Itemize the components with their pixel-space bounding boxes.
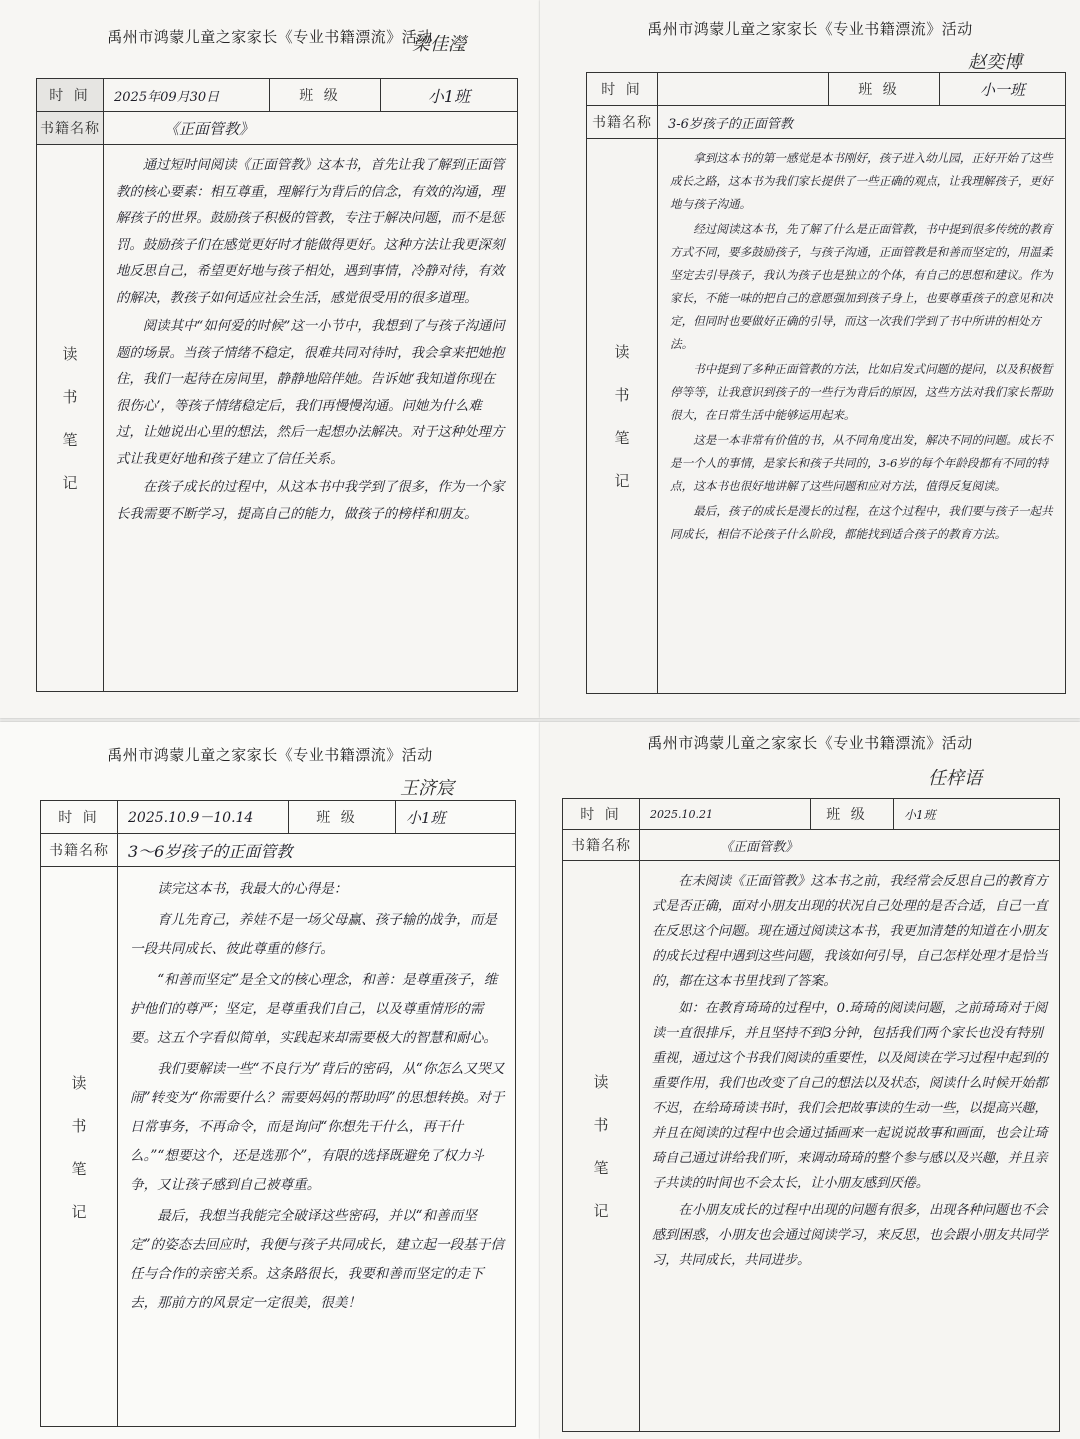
notes-body: [118, 867, 515, 1426]
date-cell: [104, 79, 270, 111]
book-value: 《正面管教》: [720, 839, 799, 855]
sheet-1: [0, 0, 540, 718]
time-label: 时 间: [58, 810, 100, 826]
sheet-title: 禹州市鸿蒙儿童之家家长《专业书籍漂流》活动: [107, 28, 433, 46]
notes-paragraph: 经过阅读这本书，先了解了什么是正面管教，书中提到很多传统的教育方式不同，要多鼓励孩子，与孩子沟通，正面管教是和善而坚定的，用温柔坚定去引导孩子，我认为孩子也是独立的个体，有自己的思想和建议。作为家长，不能一味的把自己的意愿强加到孩子身上，也要尊重孩子的意见和决定，但同时也要做好正确的引导，而这一次我们学到了书中所讲的相处方法。: [670, 222, 1053, 351]
notes-char: 读: [614, 343, 630, 361]
notes-char: 书: [71, 1116, 87, 1135]
time-label: 时 间: [49, 88, 91, 104]
time-label-cell: [563, 799, 640, 829]
signer-name: 梁佳瀅: [412, 34, 466, 55]
notes-paragraph: 最后，孩子的成长是漫长的过程，在这个过程中，我们要与孩子一起共同成长，相信不论孩子什么阶段，都能找到适合孩子的教育方法。: [670, 504, 1053, 541]
book-label-cell: [37, 112, 104, 144]
notes-paragraph: 在孩子成长的过程中，从这本书中我学到了很多，作为一个家长我需要不断学习，提高自己的能力，做孩子的榜样和朋友。: [116, 480, 505, 522]
sheet-title: 禹州市鸿蒙儿童之家家长《专业书籍漂流》活动: [647, 20, 973, 38]
book-row: [41, 834, 515, 867]
record-table: [40, 800, 516, 1427]
date-cell: [658, 73, 829, 105]
book-label: 书籍名称: [40, 121, 100, 137]
sheet-2: [540, 0, 1080, 718]
notes-paragraph: 育儿先育己，养娃不是一场父母赢、孩子输的战争，而是一段共同成长、彼此尊重的修行。: [130, 912, 498, 957]
book-value: 3-6岁孩子的正面管教: [668, 116, 793, 132]
book-label: 书籍名称: [592, 115, 652, 131]
notes-char: 读: [593, 1073, 609, 1091]
notes-row: [587, 139, 1065, 693]
notes-row: [563, 861, 1059, 1431]
class-label-cell: [819, 73, 940, 105]
notes-paragraph: 书中提到了多种正面管教的方法，比如启发式问题的提问，以及积极暂停等等，让我意识到孩子的一些行为背后的原因，这些方法对我们家长帮助很大，在日常生活中能够运用起来。: [670, 362, 1053, 422]
book-label: 书籍名称: [571, 838, 631, 854]
notes-char: 读: [71, 1073, 87, 1092]
notes-paragraph: 通过短时间阅读《正面管教》这本书，首先让我了解到正面管教的核心要素：相互尊重，理解行为背后的信念，有效的沟通，理解孩子的世界。鼓励孩子积极的管教，专注于解决问题，而不是惩罚。鼓励孩子们在感觉更好时才能做得更好。这种方法让我更深刻地反思自己，希望更好地与孩子相处，遇到事情，冷静对待，有效的解决，教孩子如何适应社会生活，感觉很受用的很多道理。: [116, 158, 505, 306]
signer-name: 任梓语: [928, 768, 982, 789]
book-label-cell: [587, 106, 658, 138]
notes-paragraph: “和善而坚定”是全文的核心理念，和善：是尊重孩子，维护他们的尊严；坚定，是尊重我们自己，以及尊重情形的需要。这五个字看似简单，实践起来却需要极大的智慧和耐心。: [130, 972, 498, 1046]
notes-paragraph: 拿到这本书的第一感觉是本书刚好，孩子进入幼儿园，正好开始了这些成长之路，这本书为我们家长提供了一些正确的观点，让我理解孩子，更好地与孩子沟通。: [670, 151, 1053, 211]
book-row: [563, 830, 1059, 861]
sheet-title: 禹州市鸿蒙儿童之家家长《专业书籍漂流》活动: [107, 746, 433, 764]
notes-paragraph: 在小朋友成长的过程中出现的问题有很多，出现各种问题也不会感到困惑，小朋友也会通过阅读学习，来反思，也会跟小朋友共同学习，共同成长，共同进步。: [652, 1203, 1048, 1268]
class-cell: [894, 799, 1069, 829]
record-table: [586, 72, 1066, 694]
book-cell: [658, 106, 1065, 138]
notes-label-column: [563, 861, 640, 1431]
time-label: 时 间: [601, 82, 643, 98]
notes-char: 记: [62, 474, 78, 492]
notes-char: 书: [593, 1116, 609, 1134]
book-label-cell: [563, 830, 640, 860]
sheet-3: [0, 722, 540, 1439]
notes-body: [640, 861, 1059, 1431]
class-value: 小1班: [904, 807, 936, 822]
book-cell: [118, 834, 515, 866]
notes-row: [41, 867, 515, 1426]
notes-char: 笔: [614, 429, 630, 447]
notes-paragraph: 我们要解读一些“不良行为”背后的密码，从“你怎么又哭又闹”转变为“你需要什么？需要妈妈的帮助吗”的思想转换。对于日常事务，不再命令，而是询问“你想先干什么，再干什么。”“想要这个，还是选那个”，有限的选择既避免了权力斗争，又让孩子感到自己被尊重。: [130, 1061, 505, 1193]
class-label: 班 级: [316, 810, 358, 826]
notes-paragraph: 如：在教育琦琦的过程中，0.琦琦的阅读问题，之前琦琦对于阅读一直很排斥，并且坚持不到3分钟，包括我们两个家长也没有特别重视，通过这个书我们阅读的重要性，以及阅读在学习过程中起到的重要作用，我们也改变了自己的想法以及状态，阅读什么时候开始都不迟，在给琦琦读书时，我们会把故事读的生动一些，以提高兴趣，并且在阅读的过程中也会通过插画来一起说说故事和画面，也会让琦琦自己通过讲给我们听，来调动琦琦的整个参与感以及兴趣，并且亲子共读的时间也不会太长，让小朋友感到厌倦。: [652, 1001, 1048, 1191]
signer-name: 王济宸: [400, 778, 454, 799]
time-label-cell: [37, 79, 104, 111]
date-cell: [118, 801, 289, 833]
class-cell: [381, 79, 517, 111]
class-value: 小1班: [427, 86, 471, 106]
book-cell: [104, 112, 517, 144]
notes-char: 书: [62, 388, 78, 406]
notes-char: 记: [593, 1202, 609, 1220]
sheet-4: [540, 722, 1080, 1439]
class-label: 班 级: [299, 88, 341, 104]
class-cell: [396, 801, 525, 833]
notes-char: 笔: [62, 431, 78, 449]
notes-paragraph: 阅读其中“如何爱的时候”这一小节中，我想到了与孩子沟通问题的场景。当孩子情绪不稳定，很难共同对待时，我会拿来把她抱住，我们一起待在房间里，静静地陪伴她。告诉她‘我知道你现在很伤心’，等孩子情绪稳定后，我们再慢慢沟通。问她为什么难过，让她说出心里的想法，然后一起想办法解决。对于这种处理方式让我更好地和孩子建立了信任关系。: [116, 319, 505, 467]
time-row: [563, 799, 1059, 830]
notes-label-column: [41, 867, 118, 1426]
time-label: 时 间: [580, 807, 622, 823]
date-cell: [640, 799, 811, 829]
class-label-cell: [279, 801, 396, 833]
date-value: 2025.10.21: [650, 807, 713, 821]
notes-body: [104, 145, 517, 691]
notes-label-column: [587, 139, 658, 693]
class-label-cell: [801, 799, 894, 829]
record-table: [562, 798, 1060, 1432]
time-row: [587, 73, 1065, 106]
notes-char: 记: [614, 472, 630, 490]
book-value: 3～6岁孩子的正面管教: [128, 841, 293, 861]
date-value: 2025年09月30日: [114, 89, 220, 105]
notes-char: 笔: [71, 1159, 87, 1178]
time-row: [41, 801, 515, 834]
class-cell: [940, 73, 1065, 105]
book-label-cell: [41, 834, 118, 866]
notes-body: [658, 139, 1065, 693]
book-value: 《正面管教》: [164, 119, 255, 138]
signer-name: 赵奕博: [968, 52, 1022, 73]
date-value: 2025.10.9－10.14: [128, 810, 254, 826]
class-label-cell: [260, 79, 381, 111]
book-cell: [640, 830, 1059, 860]
notes-paragraph: 读完这本书，我最大的心得是：: [157, 881, 348, 897]
time-label-cell: [41, 801, 118, 833]
book-label: 书籍名称: [49, 843, 109, 859]
time-label-cell: [587, 73, 658, 105]
notes-char: 读: [62, 345, 78, 363]
notes-paragraph: 在未阅读《正面管教》这本书之前，我经常会反思自己的教育方式是否正确，面对小朋友出现的状况自己处理的是否合适，自己一直在反思这个问题。现在通过阅读这本书，我更加清楚的知道在小朋友的成长过程中遇到这些问题，我该如何引导，自己怎样处理才是恰当的，都在这本书里找到了答案。: [652, 874, 1048, 989]
class-label: 班 级: [858, 82, 900, 98]
notes-paragraph: 这是一本非常有价值的书，从不同角度出发，解决不同的问题。成长不是一个人的事情，是家长和孩子共同的，3-6岁的每个年龄段都有不同的特点，这本书也很好地讲解了这些问题和应对方法，值得反复阅读。: [670, 433, 1053, 493]
record-table: [36, 78, 518, 692]
notes-paragraph: 最后，我想当我能完全破译这些密码，并以“和善而坚定”的姿态去回应时，我便与孩子共同成长，建立起一段基于信任与合作的亲密关系。这条路很长，我要和善而坚定的走下去，那前方的风景定一定很美，很美！: [130, 1208, 504, 1311]
class-value: 小1班: [406, 808, 446, 827]
notes-char: 书: [614, 386, 630, 404]
book-row: [37, 112, 517, 145]
time-row: [37, 79, 517, 112]
book-row: [587, 106, 1065, 139]
notes-char: 记: [71, 1202, 87, 1221]
notes-row: [37, 145, 517, 691]
class-value: 小一班: [979, 80, 1025, 99]
class-label: 班 级: [826, 807, 868, 823]
sheet-title: 禹州市鸿蒙儿童之家家长《专业书籍漂流》活动: [647, 734, 973, 752]
notes-label-column: [37, 145, 104, 691]
notes-char: 笔: [593, 1159, 609, 1177]
